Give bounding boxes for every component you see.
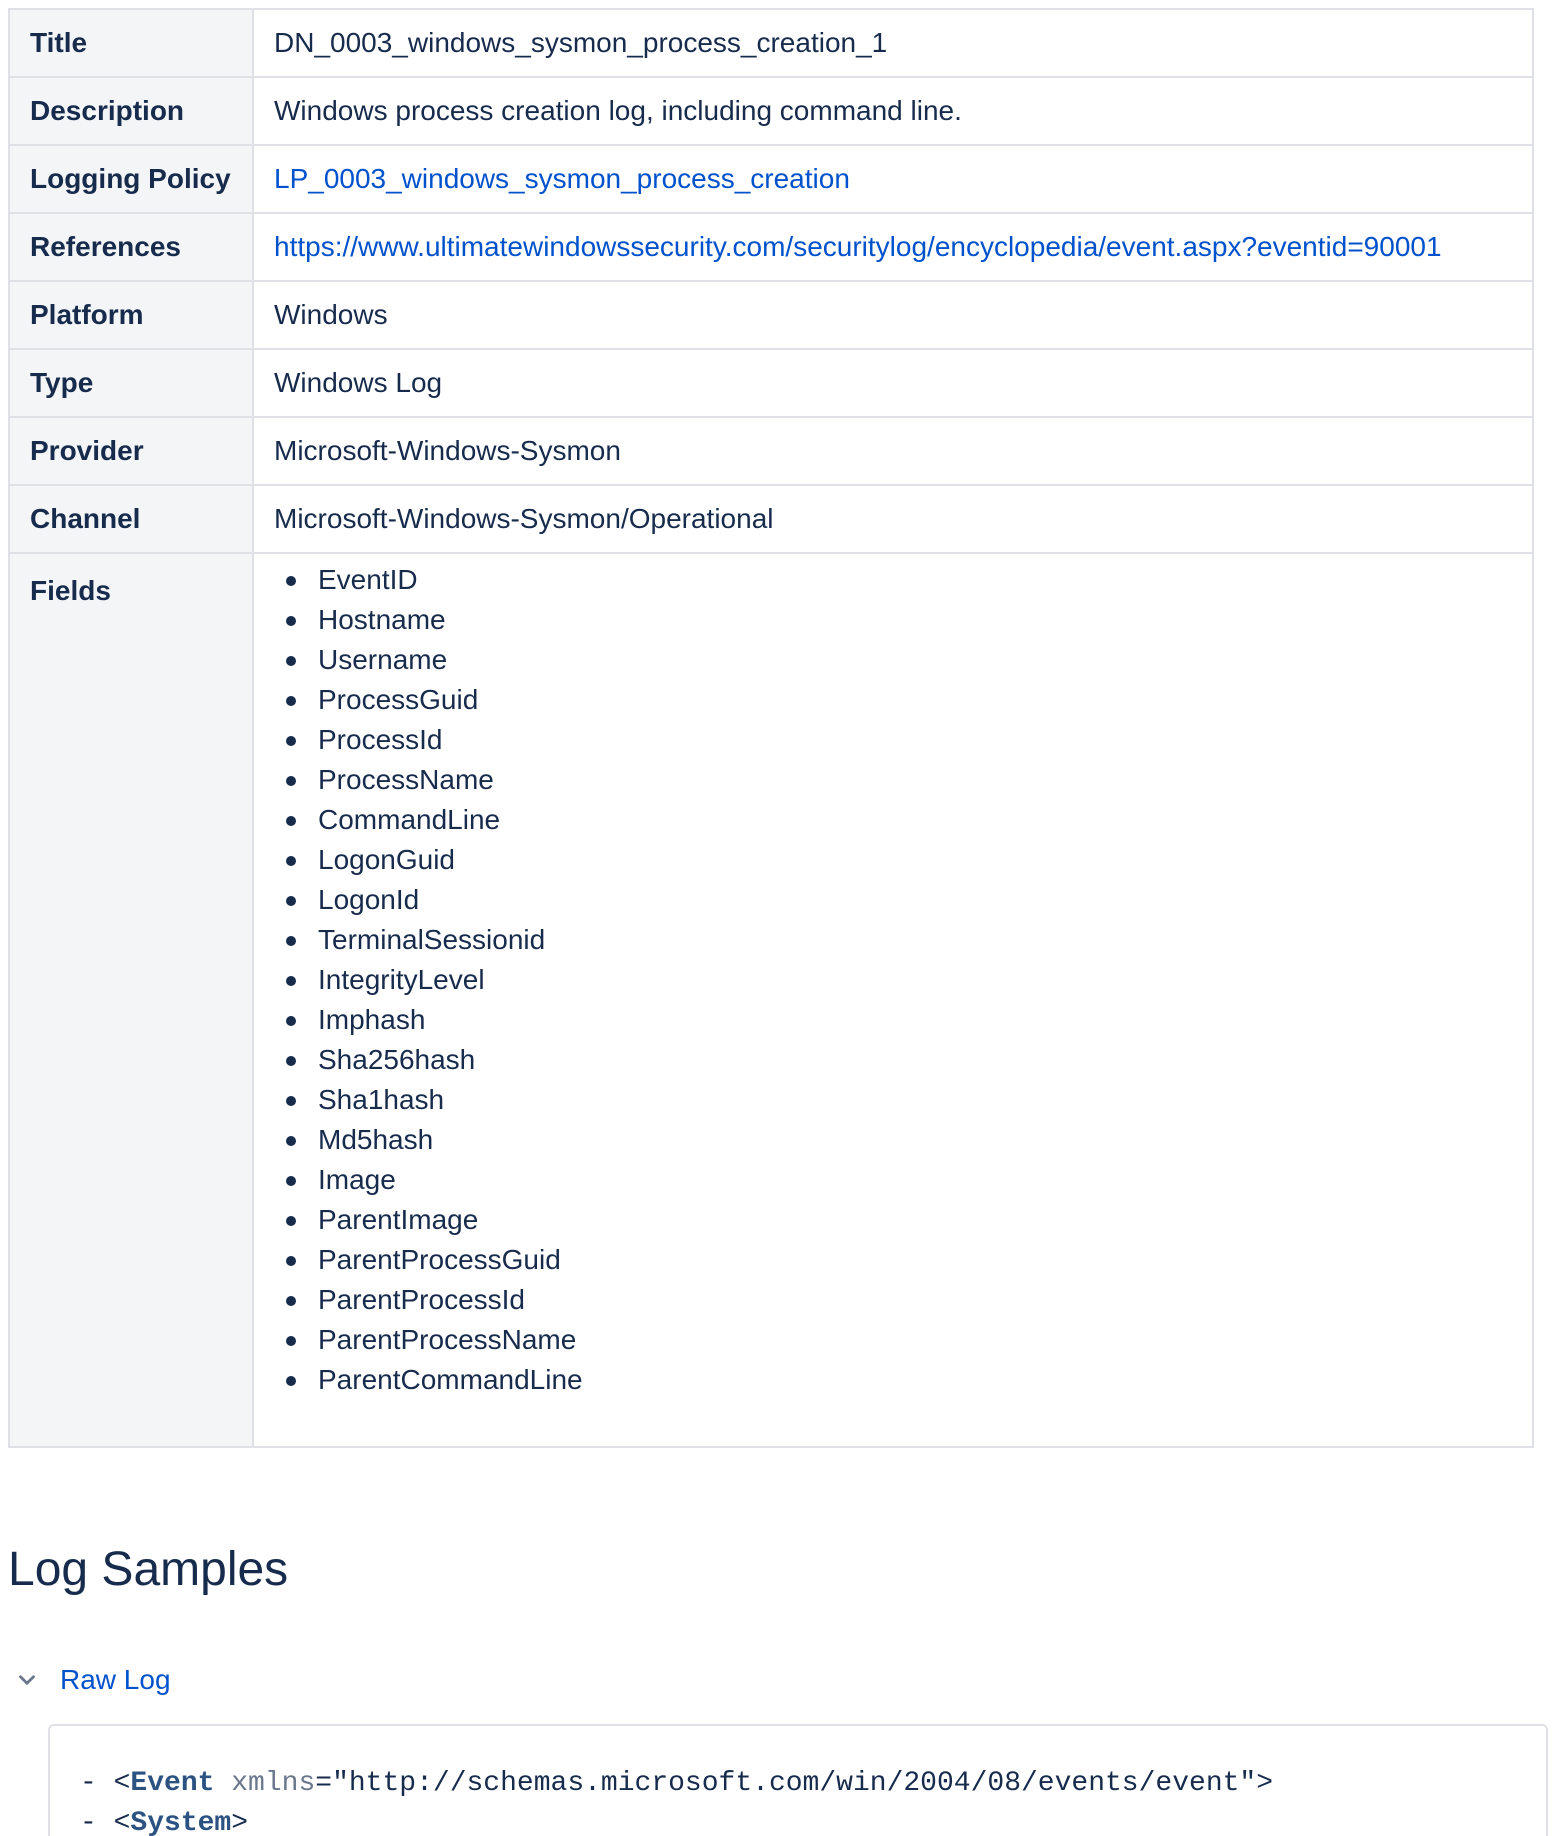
- table-row-channel: [9, 485, 1533, 553]
- xml-attr-value: "http://schemas.microsoft.com/win/2004/08/events/event": [332, 1768, 1257, 1799]
- table-row-provider: [9, 417, 1533, 485]
- raw-log-expander[interactable]: [14, 1660, 171, 1700]
- provider-value: Microsoft-Windows-Sysmon: [253, 417, 1533, 485]
- list-item: ParentImage: [282, 1200, 1512, 1240]
- bracket: <: [113, 1768, 131, 1799]
- data-source-table: [8, 8, 1534, 1448]
- list-item: Sha256hash: [282, 1040, 1512, 1080]
- row-label: Platform: [9, 281, 253, 349]
- fields-list: [274, 560, 1512, 1400]
- channel-value: Microsoft-Windows-Sysmon/Operational: [253, 485, 1533, 553]
- code-line: [80, 1804, 248, 1836]
- type-value: Windows Log: [253, 349, 1533, 417]
- list-item: CommandLine: [282, 800, 1512, 840]
- list-item: TerminalSessionid: [282, 920, 1512, 960]
- list-item: EventID: [282, 560, 1512, 600]
- row-label: Fields: [9, 553, 253, 1447]
- row-label: Description: [9, 77, 253, 145]
- list-item: LogonId: [282, 880, 1512, 920]
- table-row-description: [9, 77, 1533, 145]
- raw-log-code-panel: [48, 1724, 1548, 1836]
- section-heading: Log Samples: [8, 1543, 289, 1596]
- platform-value: Windows: [253, 281, 1533, 349]
- collapse-toggle[interactable]: -: [80, 1768, 114, 1799]
- list-item: LogonGuid: [282, 840, 1512, 880]
- list-item: Hostname: [282, 600, 1512, 640]
- list-item: Image: [282, 1160, 1512, 1200]
- row-label: Channel: [9, 485, 253, 553]
- xml-tag: Event: [130, 1768, 215, 1799]
- code-line: [80, 1764, 1273, 1804]
- list-item: ParentProcessName: [282, 1320, 1512, 1360]
- row-label: Type: [9, 349, 253, 417]
- xml-tag: System: [130, 1808, 232, 1836]
- list-item: ProcessId: [282, 720, 1512, 760]
- reference-link[interactable]: https://www.ultimatewindowssecurity.com/securitylog/encyclopedia/event.aspx?eventid=90001: [274, 231, 1442, 262]
- table-row-references: [9, 213, 1533, 281]
- table-row-logging-policy: [9, 145, 1533, 213]
- list-item: Sha1hash: [282, 1080, 1512, 1120]
- list-item: Md5hash: [282, 1120, 1512, 1160]
- bracket: >: [231, 1808, 249, 1836]
- xml-attr: xmlns: [214, 1768, 316, 1799]
- list-item: ProcessName: [282, 760, 1512, 800]
- table-row-title: [9, 9, 1533, 77]
- collapse-toggle[interactable]: -: [80, 1808, 114, 1836]
- row-label: Provider: [9, 417, 253, 485]
- table-row-type: [9, 349, 1533, 417]
- row-label: Title: [9, 9, 253, 77]
- list-item: ParentProcessGuid: [282, 1240, 1512, 1280]
- title-value: DN_0003_windows_sysmon_process_creation_1: [253, 9, 1533, 77]
- list-item: Username: [282, 640, 1512, 680]
- description-value: Windows process creation log, including command line.: [253, 77, 1533, 145]
- logging-policy-link[interactable]: LP_0003_windows_sysmon_process_creation: [274, 163, 850, 194]
- bracket: <: [113, 1808, 131, 1836]
- table-row-fields: [9, 553, 1533, 1447]
- row-label: Logging Policy: [9, 145, 253, 213]
- row-label: References: [9, 213, 253, 281]
- bracket: >: [1256, 1768, 1274, 1799]
- list-item: ParentCommandLine: [282, 1360, 1512, 1400]
- list-item: IntegrityLevel: [282, 960, 1512, 1000]
- equals: =: [315, 1768, 333, 1799]
- list-item: ProcessGuid: [282, 680, 1512, 720]
- raw-log-label: Raw Log: [60, 1664, 171, 1695]
- table-row-platform: [9, 281, 1533, 349]
- list-item: Imphash: [282, 1000, 1512, 1040]
- list-item: ParentProcessId: [282, 1280, 1512, 1320]
- chevron-down-icon: [14, 1667, 40, 1693]
